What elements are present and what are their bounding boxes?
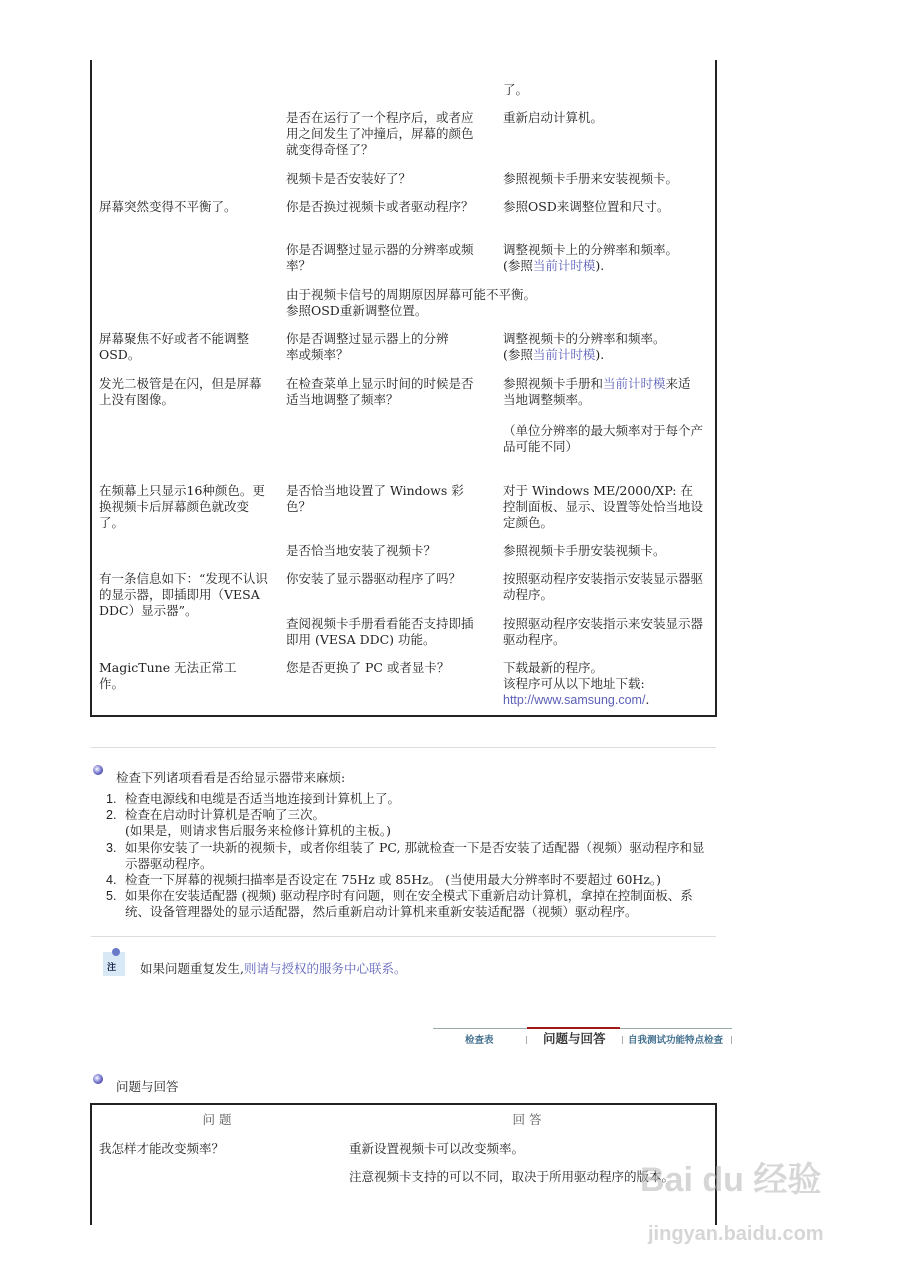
cell-solution: 参照视频卡手册来安装视频卡。: [503, 171, 679, 186]
qa-answer: 重新设置视频卡可以改变频率。: [349, 1141, 525, 1156]
solution-text: 下载最新的程序。: [503, 660, 604, 675]
qa-header-question: 问 题: [202, 1112, 232, 1127]
qa-title: 问题与回答: [116, 1079, 179, 1094]
note-icon: [103, 952, 125, 976]
cell-check: 你安装了显示器驱动程序了吗？: [286, 571, 462, 586]
list-item: [106, 807, 706, 839]
list-item: [106, 888, 706, 920]
cell-solution: [503, 660, 703, 708]
item-text: 检查电源线和电缆是否适当地连接到计算机上了。: [125, 791, 401, 806]
cell-symptom: 在频幕上只显示16种颜色。更换视频卡后屏幕颜色就改变了。: [99, 483, 265, 530]
cell-check: 在检查菜单上显示时间的时候是否适当地调整了频率？: [286, 376, 474, 407]
item-number: 1.: [106, 792, 117, 806]
timing-mode-link[interactable]: 当前计时模: [532, 258, 596, 273]
tab-checklist[interactable]: 检查表: [465, 1035, 494, 1046]
cell-solution: （单位分辨率的最大频率对于每个产品可能不同）: [503, 423, 704, 454]
tab-qa[interactable]: 问题与回答: [543, 1032, 606, 1046]
bullet-icon: [93, 1074, 103, 1084]
divider: [91, 936, 716, 937]
cell-check: 是否恰当地安装了视频卡？: [286, 543, 437, 558]
cell-check: 是否在运行了一个程序后，或者应用之间发生了冲撞后，屏幕的颜色就变得奇怪了？: [286, 110, 474, 157]
cell-solution: [503, 242, 703, 274]
cell-solution: 按照驱动程序安装指示安装显示器驱动程序。: [503, 571, 704, 602]
note-line: 参照OSD重新调整位置。: [286, 303, 428, 318]
checklist-title: 检查下列诸项看看是否给显示器带来麻烦:: [116, 770, 346, 785]
cell-check: 你是否换过视频卡或者驱动程序？: [286, 199, 474, 214]
cell-solution: 了。: [503, 82, 529, 97]
checklist: [106, 791, 706, 921]
cell-check: 您是否更换了 PC 或者显卡？: [286, 660, 450, 675]
note-line: 由于视频卡信号的周期原因屏幕可能不平衡。: [286, 287, 537, 302]
cell-symptom: MagicTune 无法正常工作。: [99, 660, 237, 691]
samsung-link[interactable]: http://www.samsung.com/: [503, 693, 646, 707]
cell-symptom: 屏幕突然变得不平衡了。: [99, 199, 237, 214]
tab-self-test[interactable]: 自我测试功能特点检查: [628, 1035, 724, 1046]
divider: [91, 747, 716, 748]
solution-text: (参照: [503, 347, 533, 362]
cell-solution: 对于 Windows ME/2000/XP: 在控制面板、显示、设置等处恰当地设定颜色。: [503, 483, 704, 530]
nav-active-indicator: [527, 1027, 620, 1029]
item-number: 2.: [106, 808, 117, 823]
bullet-icon: [93, 765, 103, 775]
cell-symptom: 发光二极管是在闪，但是屏幕上没有图像。: [99, 376, 262, 407]
timing-mode-link[interactable]: 当前计时模: [603, 376, 666, 391]
item-text: 检查在启动时计算机是否响了三次。: [125, 807, 326, 823]
timing-mode-link[interactable]: 当前计时模: [532, 347, 596, 362]
watermark-logo: Bai du 经验: [640, 1161, 822, 1199]
note-text: [140, 961, 407, 977]
cell-check: 你是否调整过显示器上的分辨率或频率？: [286, 331, 449, 362]
item-number: 4.: [106, 873, 117, 888]
qa-header-answer: 回 答: [512, 1112, 542, 1127]
cell-solution: 参照OSD来调整位置和尺寸。: [503, 199, 670, 214]
cell-symptom: 屏幕聚焦不好或者不能调整OSD。: [99, 331, 250, 362]
solution-text: 调整视频卡上的分辨率和频率。: [503, 242, 679, 257]
note-icon-label: 注: [107, 963, 117, 973]
qa-question: 我怎样才能改变频率？: [99, 1141, 225, 1156]
cell-solution: 参照视频卡手册安装视频卡。: [503, 543, 666, 558]
cell-check: 你是否调整过显示器的分辨率或频率？: [286, 242, 474, 273]
item-text: 如果你在安装适配器 (视频) 驱动程序时有问题，则在安全模式下重新启动计算机，拿掉在控制面板、系统、设备管理器处的显示适配器，然后重新启动计算机来重新安装适配器（视频）驱动程序。: [125, 888, 693, 920]
cell-check: 查阅视频卡手册看看能否支持即插即用 (VESA DDC) 功能。: [286, 616, 474, 647]
nav-divider: [526, 1036, 527, 1044]
cell-check: 是否恰当地设置了 Windows 彩色？: [286, 483, 464, 514]
cell-solution: 按照驱动程序安装指示来安装显示器驱动程序。: [503, 616, 704, 647]
solution-text: 参照视频卡手册和: [503, 376, 604, 391]
note-label: 如果问题重复发生,: [140, 961, 244, 976]
service-center-link[interactable]: 则请与授权的服务中心联系。: [243, 961, 407, 976]
cell-solution: 重新启动计算机。: [503, 110, 604, 125]
cell-span-note: [286, 287, 706, 319]
qa-answer: 注意视频卡支持的可以不同，取决于所用驱动程序的版本。: [349, 1169, 675, 1184]
solution-text: (参照: [503, 258, 533, 273]
solution-text: ).: [595, 347, 605, 362]
solution-text: 该程序可从以下地址下载:: [503, 676, 645, 691]
item-text: (如果是，则请求售后服务来检修计算机的主板。): [125, 823, 392, 839]
nav-divider: [731, 1036, 732, 1044]
pin-icon: [112, 948, 120, 956]
item-number: 3.: [106, 840, 117, 855]
watermark-url: jingyan.baidu.com: [648, 1223, 824, 1245]
cell-symptom: 有一条信息如下：“发现不认识的显示器，即插即用（VESA DDC）显示器”。: [99, 571, 268, 618]
solution-text: 调整视频卡的分辨率和频率。: [503, 331, 666, 346]
item-text: 如果你安装了一块新的视频卡，或者你组装了 PC, 那就检查一下是否安装了适配器（视频）驱动程序和显示器驱动程序。: [125, 839, 705, 871]
solution-text: 来适当地调整频率。: [503, 376, 691, 407]
cell-check: 视频卡是否安装好了？: [286, 171, 412, 186]
list-item: [106, 840, 706, 872]
solution-text: .: [645, 692, 650, 707]
cell-solution: [503, 331, 703, 363]
list-item: [106, 791, 706, 807]
item-number: 5.: [106, 889, 117, 904]
solution-text: ).: [595, 258, 605, 273]
cell-solution: [503, 376, 703, 408]
item-text: 检查一下屏幕的视频扫描率是否设定在 75Hz 或 85Hz。 (当使用最大分辨率时不要超过 60Hz。): [125, 872, 662, 888]
nav-divider: [622, 1036, 623, 1044]
list-item: [106, 872, 706, 888]
